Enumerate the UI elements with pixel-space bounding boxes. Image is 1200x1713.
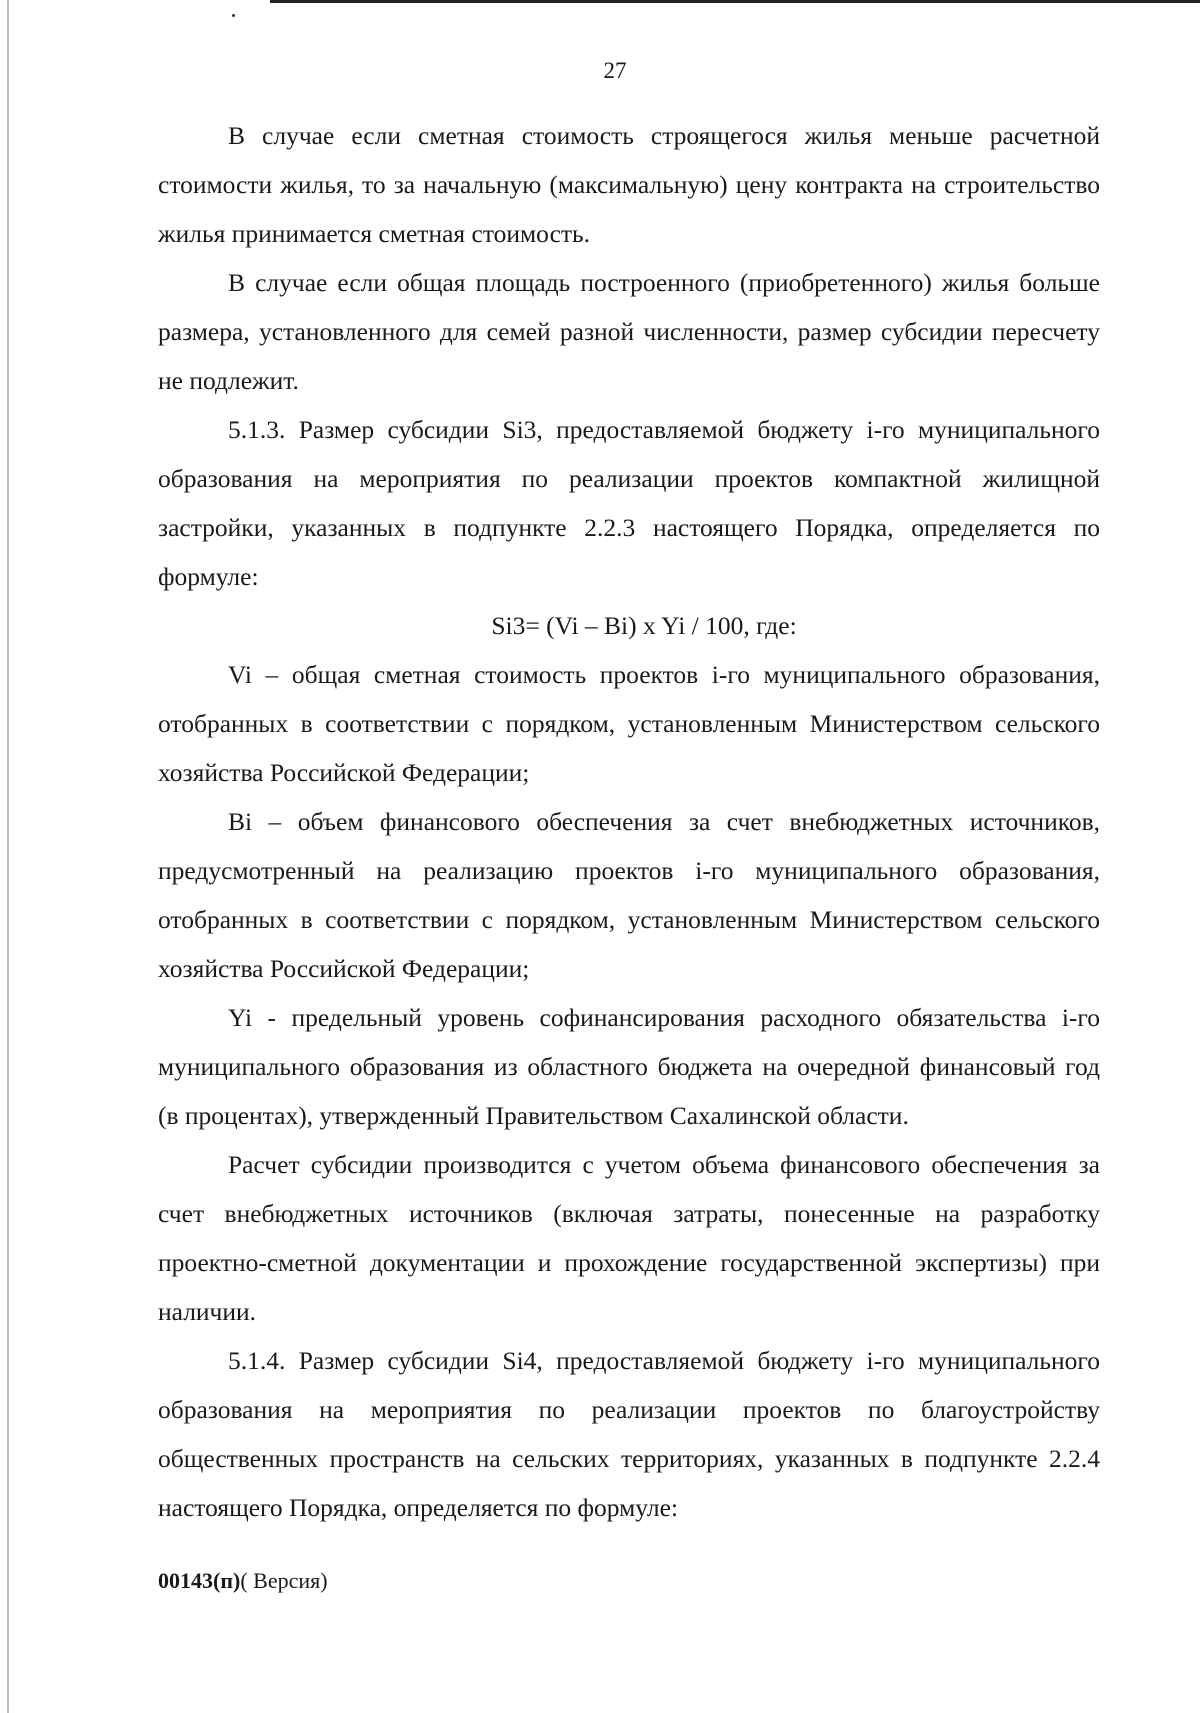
document-footer bbox=[158, 1568, 328, 1594]
paragraph-estimated-cost: В случае если сметная стоимость строящегося жилья меньше расчетной стоимости жилья, то за начальную (максимальную) цену контракта на строительство жилья принимается сметная стоимость. bbox=[158, 121, 1100, 248]
page-number: 27 bbox=[603, 58, 627, 83]
scan-edge-line bbox=[270, 0, 1200, 3]
document-version: ( Версия) bbox=[240, 1568, 328, 1593]
document-code: 00143(п) bbox=[158, 1568, 241, 1593]
paragraph-housing-area: В случае если общая площадь построенного (приобретенного) жилья больше размера, установленного для семей разной численности, размер субсидии пересчету не подлежит. bbox=[158, 268, 1100, 395]
document-body bbox=[158, 111, 1100, 1532]
definition-yi: Yi - предельный уровень софинансирования расходного обязательства i-го муниципального образования из областного бюджета на очередной финансовый год (в процентах), утвержденный Правительством Сахалинской области. bbox=[158, 1003, 1100, 1130]
scan-speck bbox=[232, 14, 235, 17]
paragraph-5-1-4: 5.1.4. Размер субсидии Si4, предоставляемой бюджету i-го муниципального образования на мероприятия по реализации проектов по благоустройству общественных пространств на сельских территориях, указанных в подпункте 2.2.4 настоящего Порядка, определяется по формуле: bbox=[158, 1346, 1100, 1522]
formula-si3: Si3= (Vi – Bi) x Yi / 100, где: bbox=[491, 611, 797, 640]
paragraph-5-1-3: 5.1.3. Размер субсидии Si3, предоставляемой бюджету i-го муниципального образования на мероприятия по реализации проектов компактной жилищной застройки, указанных в подпункте 2.2.3 настоящего Порядка, определяется по формуле: bbox=[158, 415, 1100, 591]
definition-vi: Vi – общая сметная стоимость проектов i-го муниципального образования, отобранных в соответствии с порядком, установленным Министерством сельского хозяйства Российской Федерации; bbox=[158, 660, 1100, 787]
scan-margin-line bbox=[7, 0, 9, 1713]
definition-bi: Bi – объем финансового обеспечения за счет внебюджетных источников, предусмотренный на реализацию проектов i-го муниципального образования, отобранных в соответствии с порядком, установленным Министерством сельского хозяйства Российской Федерации; bbox=[158, 807, 1100, 983]
paragraph-subsidy-calculation: Расчет субсидии производится с учетом объема финансового обеспечения за счет внебюджетных источников (включая затраты, понесенные на разработку проектно-сметной документации и прохождение государственной экспертизы) при наличии. bbox=[158, 1150, 1100, 1326]
